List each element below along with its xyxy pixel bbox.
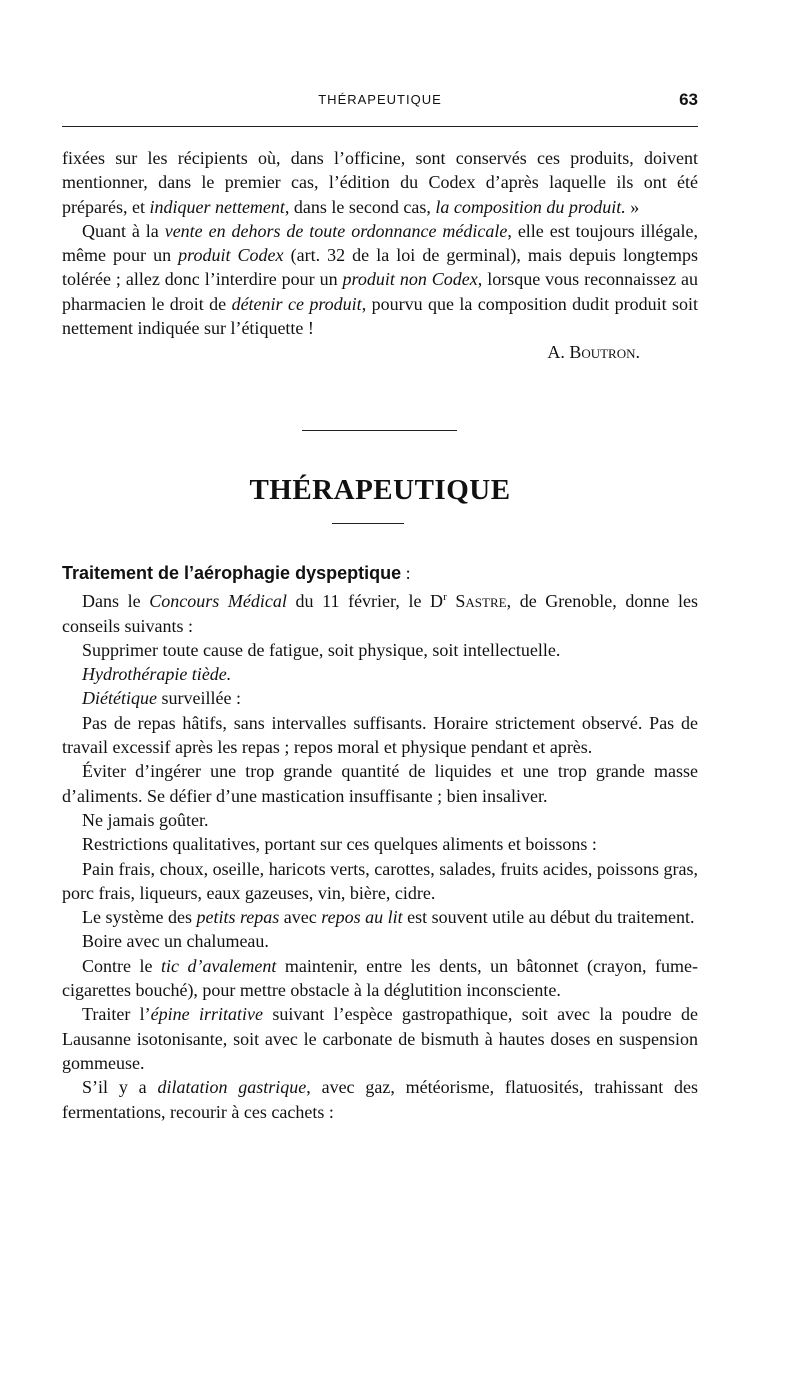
paragraph: Quant à la vente en dehors de toute ordonnance médicale, elle est toujours illégale, même pour un produit Codex (art. 32 de la loi de germinal), mais depuis longtemps tolérée ; allez donc l’interdire pour un produit non Codex, lorsque vous reconnaissez au pharmacien le droit de détenir ce produit, pourvu que la composition dudit produit soit nettement indiquée sur l’étiquette !	[62, 220, 698, 339]
previous-article	[62, 146, 698, 365]
paragraph: Supprimer toute cause de fatigue, soit physique, soit intellectuelle.	[82, 639, 561, 660]
running-title: THÉRAPEUTIQUE	[318, 92, 442, 107]
paragraph: S’il y a dilatation gastrique, avec gaz, météorisme, flatuosités, trahissant des fermentations, recourir à ces cachets :	[62, 1077, 699, 1122]
separator-rule	[302, 430, 457, 431]
paragraph: Pas de repas hâtifs, sans intervalles suffisants. Horaire strictement observé. Pas de travail excessif après les repas ; repos moral et physique pendant et après.	[62, 712, 698, 758]
article-signature: A. Boutron.	[547, 342, 640, 363]
section-body	[62, 561, 698, 1124]
paragraph: Diététique surveillée :	[82, 688, 241, 709]
paragraph: Hydrothérapie tiède.	[82, 664, 232, 685]
section-title: THÉRAPEUTIQUE	[249, 474, 511, 506]
paragraph: Pain frais, choux, oseille, haricots verts, carottes, salades, fruits acides, poissons gras, porc frais, liqueurs, eaux gazeuses, vin, bière, cidre.	[62, 858, 698, 903]
paragraph: Contre le tic d’avalement maintenir, entre les dents, un bâtonnet (crayon, fume-cigarettes bouché), pour mettre obstacle à la déglutition inconsciente.	[62, 955, 698, 1001]
paragraph: Boire avec un chalumeau.	[82, 931, 269, 952]
paragraph: fixées sur les récipients où, dans l’officine, sont conservés ces produits, doivent mentionner, dans le premier cas, l’édition du Codex d’après laquelle ils ont été préparés, et indiquer nettement, dans le second cas, la composition du produit. »	[62, 148, 698, 217]
header-rule	[62, 126, 698, 127]
title-underline	[332, 523, 404, 524]
paragraph: Le système des petits repas avec repos au lit est souvent utile au début du traitement.	[82, 907, 695, 928]
paragraph: Traiter l’épine irritative suivant l’espèce gastropathique, soit avec la poudre de Lausanne isotonisante, soit avec le carbonate de bismuth à hautes doses en suspension gommeuse.	[62, 1004, 698, 1073]
running-header	[62, 92, 698, 114]
paragraph: Ne jamais goûter.	[82, 809, 209, 830]
paragraph: Dans le Concours Médical du 11 février, le $D^r$ Sastre, de Grenoble, donne les conseils suivants :	[62, 591, 699, 636]
paragraph: Restrictions qualitatives, portant sur ces quelques aliments et boissons :	[82, 834, 597, 855]
article-heading: Traitement de l’aérophagie dyspeptique :	[62, 563, 411, 583]
paragraph: Éviter d’ingérer une trop grande quantité de liquides et une trop grande masse d’aliments. Se défier d’une mastication insuffisante ; bien insaliver.	[62, 761, 698, 806]
page-number: 63	[679, 90, 698, 109]
